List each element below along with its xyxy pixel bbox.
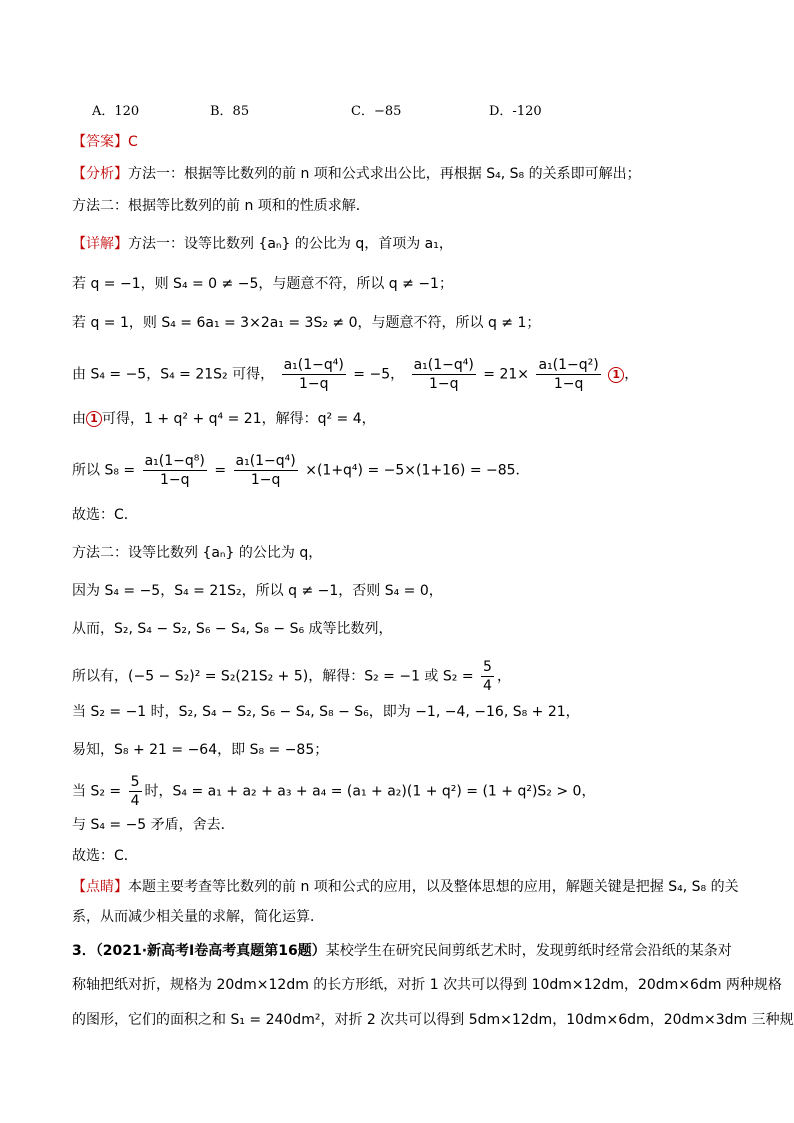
analysis-text-1: 方法一：根据等比数列的前 n 项和公式求出公比，再根据 S₄, S₈ 的关系即可解出； (128, 166, 641, 182)
method2-line-5: 当 S₂ = −1 时，S₂, S₄ − S₂, S₆ − S₄, S₈ − S₆，即为 −1, −4, −16, S₈ + 21， (72, 704, 580, 720)
fraction-denominator: 4 (483, 678, 492, 694)
l4-eq1: = −5， (353, 366, 405, 383)
option-c: C．−85 (351, 104, 402, 119)
comment-line-1 (72, 877, 739, 897)
l6-eq: = (214, 462, 227, 479)
fraction-denominator: 1−q (159, 472, 190, 488)
method2-line-8: 与 S₄ = −5 矛盾，舍去． (72, 817, 235, 833)
comment-text-1: 本题主要考查等比数列的前 n 项和公式的应用，以及整体思想的应用，解题关键是把握 S₄, S₈ 的关 (128, 879, 739, 895)
fraction-denominator: 1−q (428, 376, 459, 392)
next-question-line-1 (72, 941, 732, 961)
question-source: （2021·新高考Ⅰ卷高考真题第16题） (95, 943, 326, 959)
method2-line-4 (72, 658, 511, 695)
fraction-numerator: a₁(1−q⁴) (413, 357, 474, 373)
m4-end: ， (496, 668, 511, 685)
answer-tag: 【答案】 (72, 134, 128, 150)
fraction (282, 356, 346, 393)
detail-line-3: 若 q = 1，则 S₄ = 6a₁ = 3×2a₁ = 3S₂ ≠ 0，与题意不符，所以 q ≠ 1； (72, 315, 541, 331)
analysis-tag: 【分析】 (72, 166, 128, 182)
option-b: B．85 (210, 104, 250, 119)
fraction-numerator: a₁(1−q⁸) (144, 453, 205, 469)
l4-end: ， (624, 366, 639, 383)
next-question-line-3: 的图形，它们的面积之和 S₁ = 240dm²，对折 2 次共可以得到 5dm×12dm，10dm×6dm，20dm×3dm 三种规 (72, 1012, 794, 1028)
fraction (129, 773, 142, 810)
l6-end: ×(1+q⁴) = −5×(1+16) = −85． (305, 462, 530, 479)
analysis-line-1 (72, 164, 641, 184)
method2-line-2: 因为 S₄ = −5，S₄ = 21S₂，所以 q ≠ −1，否则 S₄ = 0， (72, 583, 443, 599)
detail-line-1 (72, 234, 453, 254)
circled-number-icon: 1 (86, 411, 102, 427)
fraction (536, 356, 600, 393)
answer-line (72, 132, 138, 152)
detail-line-7: 故选：C． (72, 507, 138, 523)
answer-value: C (128, 134, 138, 150)
fraction-denominator: 1−q (250, 472, 281, 488)
method2-line-3: 从而，S₂, S₄ − S₂, S₆ − S₄, S₈ − S₆ 成等比数列， (72, 621, 393, 637)
fraction-numerator: 5 (130, 774, 140, 790)
fraction-denominator: 4 (130, 793, 140, 809)
fraction-denominator: 1−q (553, 376, 584, 392)
circled-number-icon: 1 (608, 367, 624, 383)
fraction (234, 452, 298, 489)
detail-text-1: 方法一：设等比数列 {aₙ} 的公比为 q，首项为 a₁， (128, 236, 453, 252)
fraction-numerator: a₁(1−q⁴) (235, 453, 296, 469)
fraction (143, 452, 207, 489)
m4-prefix: 所以有，(−5 − S₂)² = S₂(21S₂ + 5)，解得：S₂ = −1 或 S₂ = (72, 668, 474, 685)
option-a: A．120 (92, 104, 140, 119)
comment-line-2: 系，从而减少相关量的求解，简化运算． (72, 909, 324, 925)
method2-line-6: 易知，S₈ + 21 = −64，即 S₈ = −85； (72, 742, 329, 758)
detail-line-2: 若 q = −1，则 S₄ = 0 ≠ −5，与题意不符，所以 q ≠ −1； (72, 276, 453, 292)
fraction-numerator: 5 (483, 659, 492, 675)
analysis-line-2: 方法二：根据等比数列的前 n 项和的性质求解． (72, 198, 370, 214)
fraction-numerator: a₁(1−q²) (538, 357, 599, 373)
option-d: D．-120 (489, 104, 542, 119)
next-question-line-2: 称轴把纸对折，规格为 20dm×12dm 的长方形纸，对折 1 次共可以得到 10dm×12dm，20dm×6dm 两种规格 (72, 977, 782, 993)
l6-prefix: 所以 S₈ = (72, 462, 136, 479)
l5-text: 可得，1 + q² + q⁴ = 21，解得：q² = 4， (102, 411, 376, 427)
fraction-numerator: a₁(1−q⁴) (283, 357, 344, 373)
m7-prefix: 当 S₂ = (72, 783, 122, 800)
question-text-1: 某校学生在研究民间剪纸艺术时，发现剪纸时经常会沿纸的某条对 (325, 943, 732, 959)
l4-mid: = 21× (483, 366, 530, 383)
detail-line-4 (72, 356, 638, 393)
l5-prefix: 由 (72, 411, 86, 427)
method2-line-7 (72, 773, 595, 810)
detail-line-6 (72, 452, 530, 489)
method2-line-9: 故选：C． (72, 848, 138, 864)
method2-line-1: 方法二：设等比数列 {aₙ} 的公比为 q， (72, 545, 323, 561)
l4-prefix: 由 S₄ = −5，S₄ = 21S₂ 可得， (72, 366, 275, 383)
detail-line-5 (72, 409, 376, 429)
fraction-denominator: 1−q (298, 376, 329, 392)
fraction (412, 356, 476, 393)
comment-tag: 【点睛】 (72, 879, 128, 895)
detail-tag: 【详解】 (72, 236, 128, 252)
fraction (481, 658, 494, 695)
m7-end: 时，S₄ = a₁ + a₂ + a₃ + a₄ = (a₁ + a₂)(1 + q²) = (1 + q²)S₂ > 0， (144, 783, 596, 800)
question-number: 3． (72, 943, 96, 959)
